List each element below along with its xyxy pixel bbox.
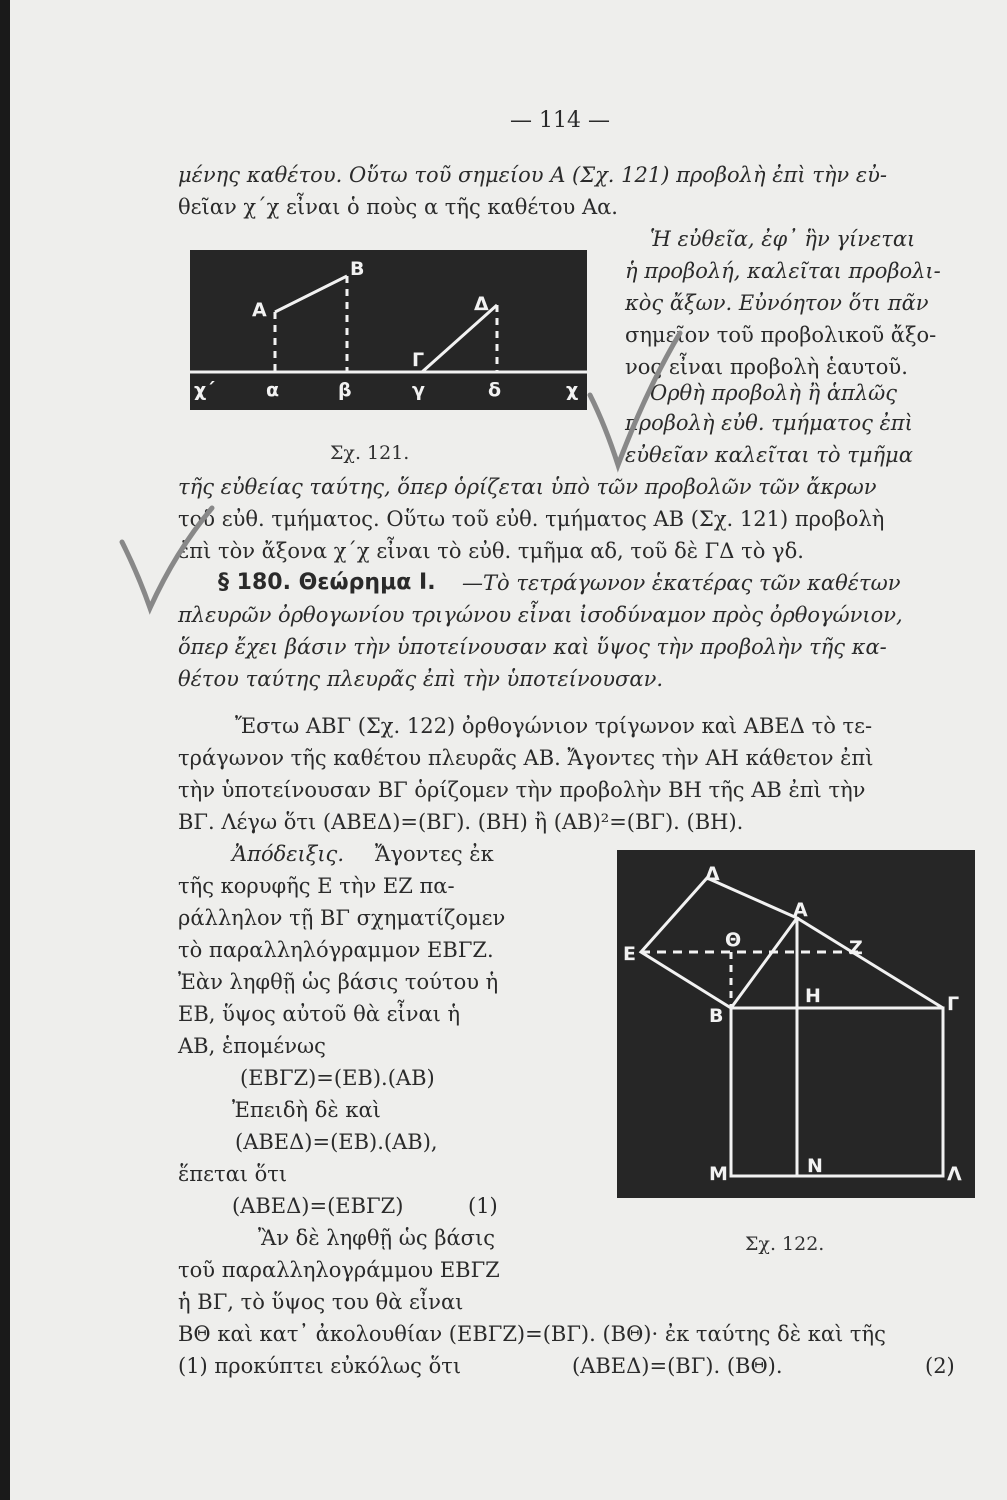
label-E: Ε: [623, 943, 636, 965]
text-line: σημεῖον τοῦ προβολικοῦ ἄξο-: [625, 323, 937, 347]
text-line: Ἔστω ΑΒΓ (Σχ. 122) ὀρθογώνιον τρίγωνον καὶ ΑΒΕΔ τὸ τε-: [235, 714, 873, 738]
figure-122-caption: Σχ. 122.: [745, 1233, 825, 1255]
text-line: ἡ ΒΓ, τὸ ὕψος του θὰ εἶναι: [178, 1290, 464, 1314]
text-line: νος εἶναι προβολὴ ἑαυτοῦ.: [625, 355, 908, 379]
text-line: ράλληλον τῇ ΒΓ σχηματίζομεν: [178, 906, 506, 930]
page-number: — 114 —: [510, 108, 610, 133]
label-beta: β: [338, 379, 352, 401]
text-line: Ἄγοντες ἐκ: [375, 842, 494, 866]
label-A: Α: [252, 299, 267, 321]
text-line: μένης καθέτου. Οὕτω τοῦ σημείου Α (Σχ. 121) προβολὴ ἐπὶ τὴν εὐ-: [178, 163, 887, 187]
label-H: Η: [805, 985, 821, 1007]
label-A: Α: [793, 899, 808, 921]
text-line: τὸ παραλληλόγραμμον ΕΒΓΖ.: [178, 938, 494, 962]
segment-ab: [275, 276, 347, 312]
text-line: εὐθεῖαν καλεῖται τὸ τμῆμα: [625, 443, 913, 467]
label-G: Γ: [412, 349, 425, 371]
figure-121-drawing: [190, 250, 587, 410]
label-B: Β: [350, 258, 365, 280]
text-line: θέτου ταύτης πλευρᾶς ἐπὶ τὴν ὑποτείνουσαν.: [178, 667, 664, 691]
label-G: Γ: [947, 993, 960, 1015]
text-line: Ἂν δὲ ληφθῇ ὡς βάσις: [258, 1226, 495, 1250]
text-line: ἕπεται ὅτι: [178, 1162, 288, 1186]
text-line: ΑΒ, ἑπομένως: [178, 1034, 326, 1058]
text-line: ΒΓ. Λέγω ὅτι (ΑΒΕΔ)=(ΒΓ). (ΒΗ) ἢ (ΑΒ)²=(ΒΓ). (ΒΗ).: [178, 810, 744, 834]
label-N: Ν: [807, 1155, 823, 1177]
text-line: τῆς εὐθείας ταύτης, ὅπερ ὁρίζεται ὑπὸ τῶν προβολῶν τῶν ἄκρων: [178, 475, 877, 499]
text-line: Ὀρθὴ προβολὴ ἢ ἁπλῶς: [650, 381, 898, 405]
text-line: θεῖαν χ΄χ εἶναι ὁ ποὺς α τῆς καθέτου Αα.: [178, 195, 618, 219]
text-line: ΕΒ, ὕψος αὐτοῦ θὰ εἶναι ἡ: [178, 1002, 461, 1026]
text-line: τράγωνον τῆς καθέτου πλευρᾶς ΑΒ. Ἄγοντες τὴν ΑΗ κάθετον ἐπὶ: [178, 746, 874, 770]
equation: (ΕΒΓΖ)=(ΕΒ).(ΑΒ): [240, 1066, 435, 1090]
label-Z: Ζ: [849, 937, 863, 959]
equation: (ΑΒΕΔ)=(ΕΒΓΖ): [232, 1194, 404, 1218]
label-L: Λ: [947, 1163, 962, 1185]
figure-122: [617, 850, 975, 1198]
label-alpha: α: [266, 379, 280, 401]
text-line: τοῦ παραλληλογράμμου ΕΒΓΖ: [178, 1258, 500, 1282]
text-line: τῆς κορυφῆς Ε τὴν ΕΖ πα-: [178, 874, 455, 898]
text-line: ΒΘ καὶ κατ᾽ ἀκολουθίαν (ΕΒΓΖ)=(ΒΓ). (ΒΘ)· ἐκ ταύτης δὲ καὶ τῆς: [178, 1322, 886, 1346]
label-x-prime: χ΄: [194, 379, 215, 401]
figure-121-caption: Σχ. 121.: [330, 442, 410, 464]
text-line: κὸς ἄξων. Εὐνόητον ὅτι πᾶν: [625, 291, 929, 315]
text-line: Ἀπόδειξις.: [232, 842, 344, 866]
text-line: τοῦ εὐθ. τμήματος. Οὕτω τοῦ εὐθ. τμήματος ΑΒ (Σχ. 121) προβολὴ: [178, 507, 885, 531]
label-D: Δ: [705, 863, 720, 885]
label-B: Β: [709, 1005, 724, 1027]
text-line: Ἡ εὐθεῖα, ἐφ᾽ ἣν γίνεται: [650, 227, 916, 251]
text-line: ἡ προβολή, καλεῖται προβολι-: [625, 259, 941, 283]
text-line: προβολὴ εὐθ. τμήματος ἐπὶ: [625, 411, 913, 435]
figure-122-drawing: [617, 850, 975, 1198]
label-D: Δ: [474, 293, 489, 315]
segment-gd: [422, 305, 497, 372]
text-line: τὴν ὑποτείνουσαν ΒΓ ὁρίζομεν τὴν προβολὴν ΒΗ τῆς ΑΒ ἐπὶ τὴν: [178, 778, 866, 802]
label-M: Μ: [709, 1163, 728, 1185]
equation-number: (2): [925, 1354, 955, 1378]
label-gamma: γ: [412, 379, 425, 401]
label-Th: Θ: [725, 929, 742, 951]
equation: (ΑΒΕΔ)=(ΒΓ). (ΒΘ).: [572, 1354, 783, 1378]
text-line: ὅπερ ἔχει βάσιν τὴν ὑποτείνουσαν καὶ ὕψος τὴν προβολὴν τῆς κα-: [178, 635, 887, 659]
equation-number: (1): [468, 1194, 498, 1218]
text-line: (1) προκύπτει εὐκόλως ὅτι: [178, 1354, 462, 1378]
text-line: Ἐπειδὴ δὲ καὶ: [232, 1098, 381, 1122]
text-line: —Τὸ τετράγωνον ἑκατέρας τῶν καθέτων: [462, 571, 901, 595]
equation: (ΑΒΕΔ)=(ΕΒ).(ΑΒ),: [235, 1130, 438, 1154]
label-x: χ: [566, 379, 579, 401]
square-bglm: [731, 1008, 943, 1176]
text-line: ἐπὶ τὸν ἄξονα χ΄χ εἶναι τὸ εὐθ. τμῆμα αδ, τοῦ δὲ ΓΔ τὸ γδ.: [178, 539, 804, 563]
label-delta: δ: [488, 379, 502, 401]
text-line: πλευρῶν ὀρθογωνίου τριγώνου εἶναι ἰσοδύναμον πρὸς ὀρθογώνιον,: [178, 603, 903, 627]
figure-121: [190, 250, 587, 410]
text-line: Ἐὰν ληφθῇ ὡς βάσις τούτου ἡ: [178, 970, 499, 994]
theorem-heading: § 180. Θεώρημα Ι.: [218, 570, 436, 595]
square-abed: [641, 878, 797, 1008]
